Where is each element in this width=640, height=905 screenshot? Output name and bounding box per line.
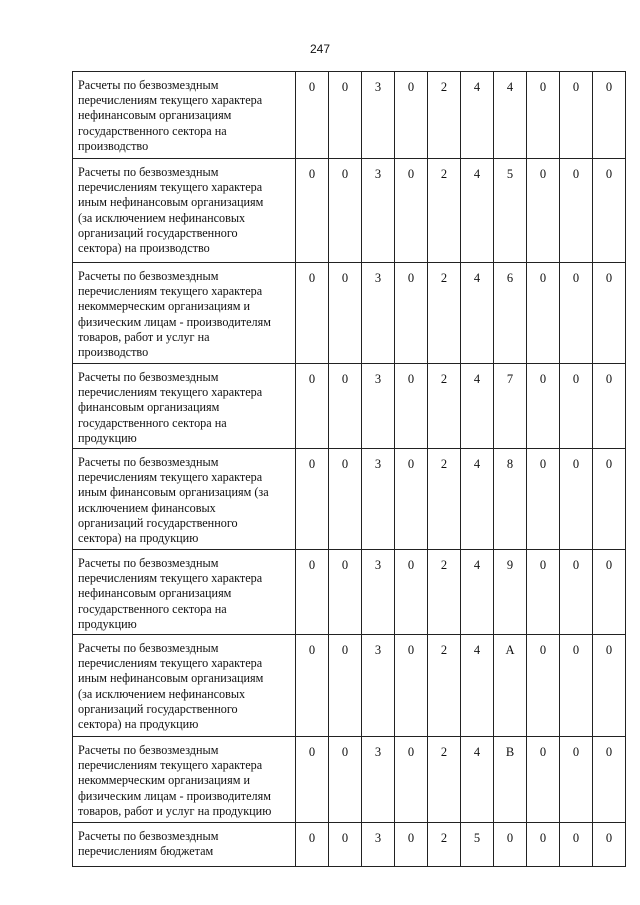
code-digit-cell: 0 [560,823,593,867]
code-digit-cell: A [494,635,527,737]
code-digit-cell: 3 [362,449,395,550]
description-line: некоммерческим организациям и [78,773,250,788]
code-digit-cell: 4 [461,159,494,263]
description-line: государственного сектора на [78,415,227,430]
code-digit-cell: 0 [296,823,329,867]
table-row [73,159,626,263]
description-line: перечислениям текущего характера [78,180,263,195]
table-row [73,550,626,635]
code-digit-cell: 0 [560,550,593,635]
code-digit-cell: 0 [329,72,362,159]
code-digit-cell: 3 [362,263,395,364]
code-digit-cell: 4 [461,449,494,550]
account-codes-table [72,71,626,867]
description-line: иным нефинансовым организациям [78,195,264,210]
page-number: 247 [309,42,331,56]
table-row [73,449,626,550]
description-line: физическим лицам - производителям [78,788,271,803]
description-line: Расчеты по безвозмездным [78,641,219,656]
row-description [73,635,296,737]
description-line: перечислениям текущего характера [78,93,263,108]
code-digit-cell: 0 [296,159,329,263]
code-digit-cell: 0 [296,737,329,823]
code-digit-cell: 7 [494,364,527,449]
code-digit-cell: 4 [461,263,494,364]
description-line: нефинансовым организациям [78,108,232,123]
code-digit-cell: 0 [329,159,362,263]
description-line: перечислениям текущего характера [78,284,263,299]
code-digit-cell: 2 [428,263,461,364]
table-row [73,263,626,364]
code-digit-cell: 0 [395,72,428,159]
code-digit-cell: 0 [527,635,560,737]
description-line: продукцию [78,430,137,445]
code-digit-cell: 3 [362,823,395,867]
description-line: иным нефинансовым организациям [78,671,264,686]
code-digit-cell: 0 [494,823,527,867]
code-digit-cell: 0 [296,550,329,635]
code-digit-cell: 0 [593,550,626,635]
description-line: Расчеты по безвозмездным [78,829,219,844]
code-digit-cell: 3 [362,72,395,159]
code-digit-cell: 0 [593,635,626,737]
code-digit-cell: 0 [329,823,362,867]
code-digit-cell: 0 [527,72,560,159]
code-digit-cell: B [494,737,527,823]
code-digit-cell: 0 [296,635,329,737]
description-line: Расчеты по безвозмездным [78,165,219,179]
code-digit-cell: 0 [593,72,626,159]
description-line: перечислениям текущего характера [78,470,263,485]
code-digit-cell: 0 [395,449,428,550]
code-digit-cell: 0 [560,263,593,364]
code-digit-cell: 4 [461,364,494,449]
description-line: физическим лицам - производителям [78,314,271,329]
description-line: Расчеты по безвозмездным [78,743,219,758]
code-digit-cell: 0 [527,449,560,550]
row-description [73,823,296,867]
code-digit-cell: 0 [560,364,593,449]
description-line: финансовым организациям [78,400,220,415]
code-digit-cell: 3 [362,737,395,823]
description-line: (за исключением нефинансовых [78,686,246,701]
code-digit-cell: 3 [362,159,395,263]
code-digit-cell: 0 [527,737,560,823]
code-digit-cell: 0 [560,737,593,823]
code-digit-cell: 2 [428,449,461,550]
description-line: государственного сектора на [78,601,227,616]
description-line: перечислениям текущего характера [78,385,263,400]
code-digit-cell: 0 [560,159,593,263]
code-digit-cell: 0 [296,263,329,364]
description-line: перечислениям текущего характера [78,571,263,586]
row-description [73,159,296,263]
description-line: товаров, работ и услуг на [78,329,210,344]
description-line: перечислениям текущего характера [78,656,263,671]
code-digit-cell: 0 [296,72,329,159]
code-digit-cell: 0 [329,635,362,737]
description-line: перечислениям текущего характера [78,758,263,773]
code-digit-cell: 4 [461,72,494,159]
row-description [73,737,296,823]
code-digit-cell: 0 [329,737,362,823]
code-digit-cell: 4 [461,550,494,635]
row-description [73,449,296,550]
code-digit-cell: 0 [395,159,428,263]
code-digit-cell: 0 [593,364,626,449]
row-description [73,550,296,635]
code-digit-cell: 0 [527,823,560,867]
code-digit-cell: 0 [395,550,428,635]
code-digit-cell: 0 [395,737,428,823]
code-digit-cell: 6 [494,263,527,364]
description-line: организаций государственного [78,515,238,530]
code-digit-cell: 2 [428,635,461,737]
description-line: организаций государственного [78,701,238,716]
description-line: Расчеты по безвозмездным [78,556,219,571]
code-digit-cell: 0 [395,364,428,449]
code-digit-cell: 2 [428,364,461,449]
code-digit-cell: 0 [395,635,428,737]
code-digit-cell: 0 [560,449,593,550]
description-line: Расчеты по безвозмездным [78,455,219,470]
description-line: нефинансовым организациям [78,586,232,601]
code-digit-cell: 0 [329,550,362,635]
description-line: товаров, работ и услуг на продукцию [78,803,272,818]
description-line: исключением финансовых [78,500,216,515]
code-digit-cell: 0 [593,823,626,867]
row-description [73,364,296,449]
code-digit-cell: 4 [494,72,527,159]
description-line: перечислениям бюджетам [78,844,214,859]
table-row [73,364,626,449]
code-digit-cell: 0 [593,449,626,550]
code-digit-cell: 0 [395,823,428,867]
description-line: сектора) на продукцию [78,717,199,732]
code-digit-cell: 2 [428,550,461,635]
code-digit-cell: 0 [296,364,329,449]
code-digit-cell: 0 [527,263,560,364]
code-digit-cell: 2 [428,159,461,263]
code-digit-cell: 0 [593,159,626,263]
code-digit-cell: 0 [560,635,593,737]
code-digit-cell: 8 [494,449,527,550]
code-digit-cell: 0 [329,263,362,364]
table-row [73,823,626,867]
description-line: организаций государственного [78,225,238,240]
description-line: производство [78,345,149,360]
code-digit-cell: 0 [527,159,560,263]
code-digit-cell: 3 [362,635,395,737]
row-description [73,263,296,364]
code-digit-cell: 3 [362,550,395,635]
code-digit-cell: 4 [461,635,494,737]
description-line: продукцию [78,616,137,631]
description-line: Расчеты по безвозмездным [78,78,219,92]
code-digit-cell: 4 [461,737,494,823]
table-row [73,737,626,823]
table-body [73,72,626,867]
code-digit-cell: 5 [494,159,527,263]
code-digit-cell: 0 [296,449,329,550]
table-row [73,635,626,737]
code-digit-cell: 0 [329,449,362,550]
code-digit-cell: 2 [428,737,461,823]
code-digit-cell: 0 [329,364,362,449]
code-digit-cell: 2 [428,823,461,867]
table-row [73,72,626,159]
code-digit-cell: 5 [461,823,494,867]
row-description [73,72,296,159]
description-line: иным финансовым организациям (за [78,485,269,500]
code-digit-cell: 0 [593,737,626,823]
code-digit-cell: 0 [560,72,593,159]
code-digit-cell: 0 [527,550,560,635]
code-digit-cell: 9 [494,550,527,635]
description-line: государственного сектора на [78,123,227,138]
description-line: Расчеты по безвозмездным [78,269,219,283]
description-line: производство [78,138,149,153]
description-line: Расчеты по безвозмездным [78,370,219,384]
description-line: сектора) на продукцию [78,531,199,546]
code-digit-cell: 0 [395,263,428,364]
code-digit-cell: 2 [428,72,461,159]
description-line: (за исключением нефинансовых [78,210,246,225]
code-digit-cell: 0 [527,364,560,449]
code-digit-cell: 0 [593,263,626,364]
code-digit-cell: 3 [362,364,395,449]
description-line: сектора) на производство [78,241,210,256]
description-line: некоммерческим организациям и [78,299,250,314]
